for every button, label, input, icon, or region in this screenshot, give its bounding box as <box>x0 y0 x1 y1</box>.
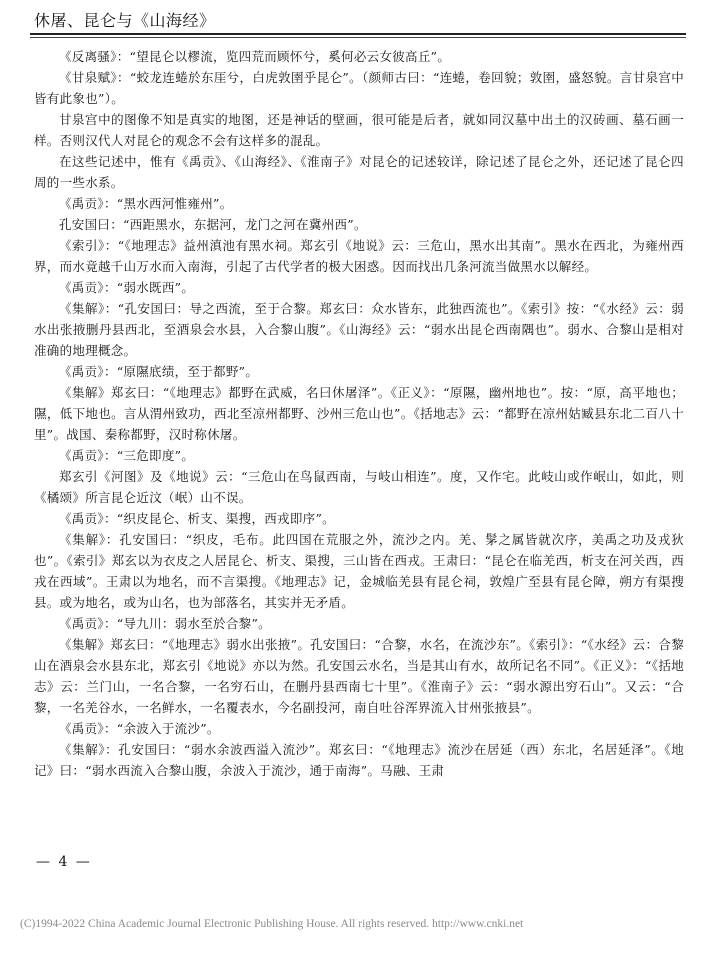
paragraph-yugong-jiuchuan: 《禹贡》：“导九川：弱水至於合黎”。 <box>59 616 271 631</box>
page-number: — 4 — <box>36 854 92 870</box>
paragraph-zhengxuan-hetu: 郑玄引《河图》及《地说》云：“三危山在鸟鼠西南，与岐山相连”。度，又作宅。此岐山或作岷山，如此，则《橘颂》所言昆仑近汶（岷）山不误。 <box>34 469 684 505</box>
paragraph-jijie-liusha: 《集解》：孔安国曰：“弱水余波西溢入流沙”。郑玄曰：“《地理志》流沙在居延（西）东北，名居延泽”。《地记》曰：“弱水西流入合黎山腹，余波入于流沙，通于南海”。马融、王肃 <box>34 742 684 778</box>
paragraph-kong-anguo-1: 孔安国曰：“西距黑水，东据河，龙门之河在冀州西”。 <box>59 217 367 232</box>
paragraph-jijie-ruoshui: 《集解》：“孔安国曰：导之西流，至于合黎。郑玄曰：众水皆东，此独西流也”。《索引》按：“《水经》云：弱水出张掖删丹县西北，至酒泉会水县，入合黎山腹”。《山海经》云：“弱水出昆仑西南隅也”。弱水、合黎山是相对准确的地理概念。 <box>34 301 684 358</box>
paragraph-records-overview: 在这些记述中，惟有《禹贡》、《山海经》、《淮南子》对昆仑的记述较详，除记述了昆仑之外，还记述了昆仑四周的一些水系。 <box>34 154 684 190</box>
paragraph-yugong-heishui: 《禹贡》：“黑水西河惟雍州”。 <box>59 196 233 211</box>
paragraph-yugong-zhipi: 《禹贡》：“织皮昆仑、析支、渠搜，西戎即序”。 <box>59 511 335 526</box>
paragraph-jijie-zhipi: 《集解》：孔安国曰：“织皮，毛布。此四国在荒服之外，流沙之内。羌、髳之属皆就次序，美禹之功及戎狄也”。《索引》郑玄以为衣皮之人居昆仑、析支、渠搜，三山皆在西戎。王肃曰：“昆仑在临羌西，析支在河关西，西戎在西域”。王肃以为地名，而不言渠搜。《地理志》记，金城临羌县有昆仑祠，敦煌广至县有昆仑障，朔方有渠搜县。或为地名，或为山名，也为部落名，其实并无矛盾。 <box>34 532 684 610</box>
paragraph-jijie-heli: 《集解》郑玄曰：“《地理志》弱水出张掖”。孔安国曰：“合黎，水名，在流沙东”。《索引》：“《水经》云：合黎山在酒泉会水县东北，郑玄引《地说》亦以为然。孔安国云水名，当是其山有水，故所记名不同”。《正义》：“《括地志》云：兰门山，一名合黎，一名穷石山，在删丹县西南七十里”。《淮南子》云：“弱水源出穷石山”。又云：“合黎，一名羌谷水，一名鲜水，一名覆表水，今名副投河，南自吐谷浑界流入甘州张掖县”。 <box>34 637 684 715</box>
paragraph-jijie-duye: 《集解》郑玄曰：“《地理志》都野在武威，名曰休屠泽”。《正义》：“原隰，幽州地也”。按：“原，高平地也；隰，低下地也。言从渭州致功，西北至凉州都野、沙州三危山也”。《括地志》云：“都野在凉州姑臧县东北二百八十里”。战国、秦称都野，汉时称休屠。 <box>34 385 684 442</box>
article-body <box>34 46 684 781</box>
paragraph-suoyin-heishui: 《索引》：“《地理志》益州滇池有黑水祠。郑玄引《地说》云：三危山，黑水出其南”。黑水在西北，为雍州西界，而水竟越千山万水而入南海，引起了古代学者的极大困惑。因而找出几条河流当做黑水以解经。 <box>34 238 684 274</box>
paragraph-yugong-duye: 《禹贡》：“原隰底绩，至于都野”。 <box>59 364 259 379</box>
paragraph-ganquanfu: 《甘泉赋》：“蛟龙连蜷於东厓兮，白虎敦圉乎昆仑”。（颜师古曰：“连蜷，卷回貌；敦圉，盛怒貌。言甘泉宫中皆有此象也”）。 <box>34 70 684 106</box>
paragraph-yugong-sanwei: 《禹贡》：“三危即度”。 <box>59 448 195 463</box>
running-header: 休屠、昆仑与《山海经》 <box>34 11 216 30</box>
header-rule-thin <box>30 37 686 38</box>
paragraph-yugong-liusha: 《禹贡》：“余波入于流沙”。 <box>59 721 220 736</box>
paragraph-yugong-ruoshui: 《禹贡》：“弱水既西”。 <box>59 280 195 295</box>
copyright-footer: (C)1994-2022 China Academic Journal Electronic Publishing House. All rights reserved. http://www.cnki.net <box>20 918 524 930</box>
paragraph-ganquan-palace: 甘泉宫中的图像不知是真实的地图，还是神话的壁画，很可能是后者，就如同汉墓中出土的汉砖画、墓石画一样。否则汉代人对昆仑的观念不会有这样多的混乱。 <box>34 112 684 148</box>
paragraph-fanlisao: 《反离骚》：“望昆仑以樛流，览四荒而顾怀兮，奚何必云女彼高丘”。 <box>59 49 451 64</box>
header-rule-thick <box>30 33 686 35</box>
